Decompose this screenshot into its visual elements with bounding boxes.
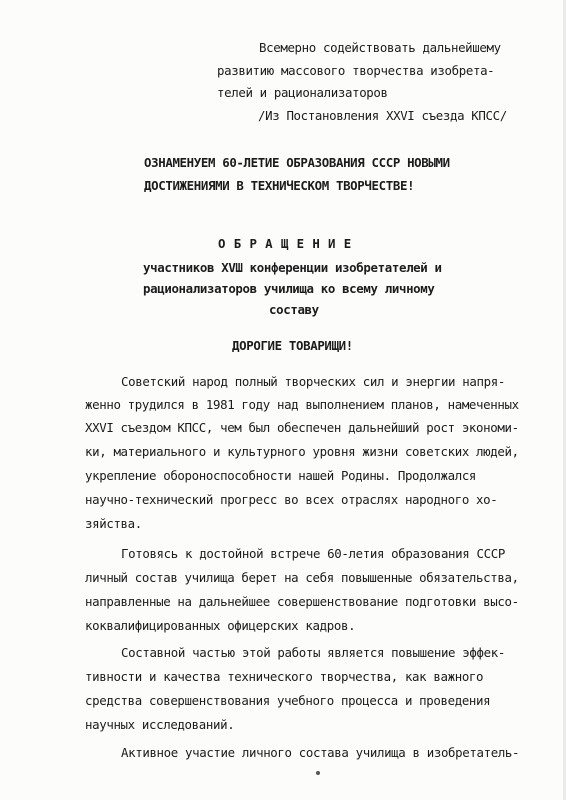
ink-dot [316, 771, 320, 775]
slogan-line-1: ОЗНАМЕНУЕМ 60-ЛЕТИЕ ОБРАЗОВАНИЯ СССР НОВЫМИ [144, 155, 450, 170]
epigraph-line-2: развитию массового творчества изобрета- [217, 63, 495, 78]
epigraph-source: /Из Постановления XXVI съезда КПСС/ [258, 108, 507, 123]
body-line: коквалифицированных офицерских кадров. [85, 618, 356, 633]
appeal-subtitle-2: рационализаторов училища ко всему личному [143, 281, 435, 296]
epigraph-line-3: телей и рационализаторов [217, 85, 388, 100]
appeal-subtitle-1: участников XVШ конференции изобретателей и [143, 260, 442, 275]
epigraph-line-1: Всемерно содействовать дальнейшему [259, 40, 501, 55]
appeal-title: О Б Р А Щ Е Н И Е [218, 236, 352, 251]
body-line: XXVI съездом КПСС, чем был обеспечен дальнейший рост экономи- [85, 420, 519, 435]
body-line: Готовясь к достойной встрече 60-летия образования СССР [121, 546, 505, 561]
body-line: ки, материального и культурного уровня жизни советских людей, [85, 444, 519, 459]
greeting: ДОРОГИЕ ТОВАРИЩИ! [232, 338, 353, 353]
body-line: научно-технический прогресс во всех отраслях народного хо- [85, 492, 498, 507]
body-line: укрепление обороноспособности нашей Родины. Продолжался [85, 468, 477, 483]
body-line: направленные на дальнейшее совершенствование подготовки высо- [85, 594, 519, 609]
body-line: научных исследований. [85, 717, 235, 732]
body-line: женно трудился в 1981 году над выполнением планов, намеченных [85, 397, 519, 412]
body-line: Советский народ полный творческих сил и энергии напря- [121, 374, 505, 389]
body-line: зяйства. [85, 516, 142, 531]
slogan-line-2: ДОСТИЖЕНИЯМИ В ТЕХНИЧЕСКОМ ТВОРЧЕСТВЕ! [144, 178, 415, 193]
body-line: средства совершенствования учебного процесса и проведения [85, 693, 491, 708]
body-line: Активное участие личного состава училища в изобретатель- [121, 745, 520, 760]
body-line: Составной частью этой работы является повышение эффек- [121, 645, 505, 660]
appeal-subtitle-3: составу [269, 302, 319, 317]
body-line: тивности и качества технического творчества, как важного [85, 669, 484, 684]
body-line: личный состав училища берет на себя повышенные обязательства, [85, 570, 519, 585]
